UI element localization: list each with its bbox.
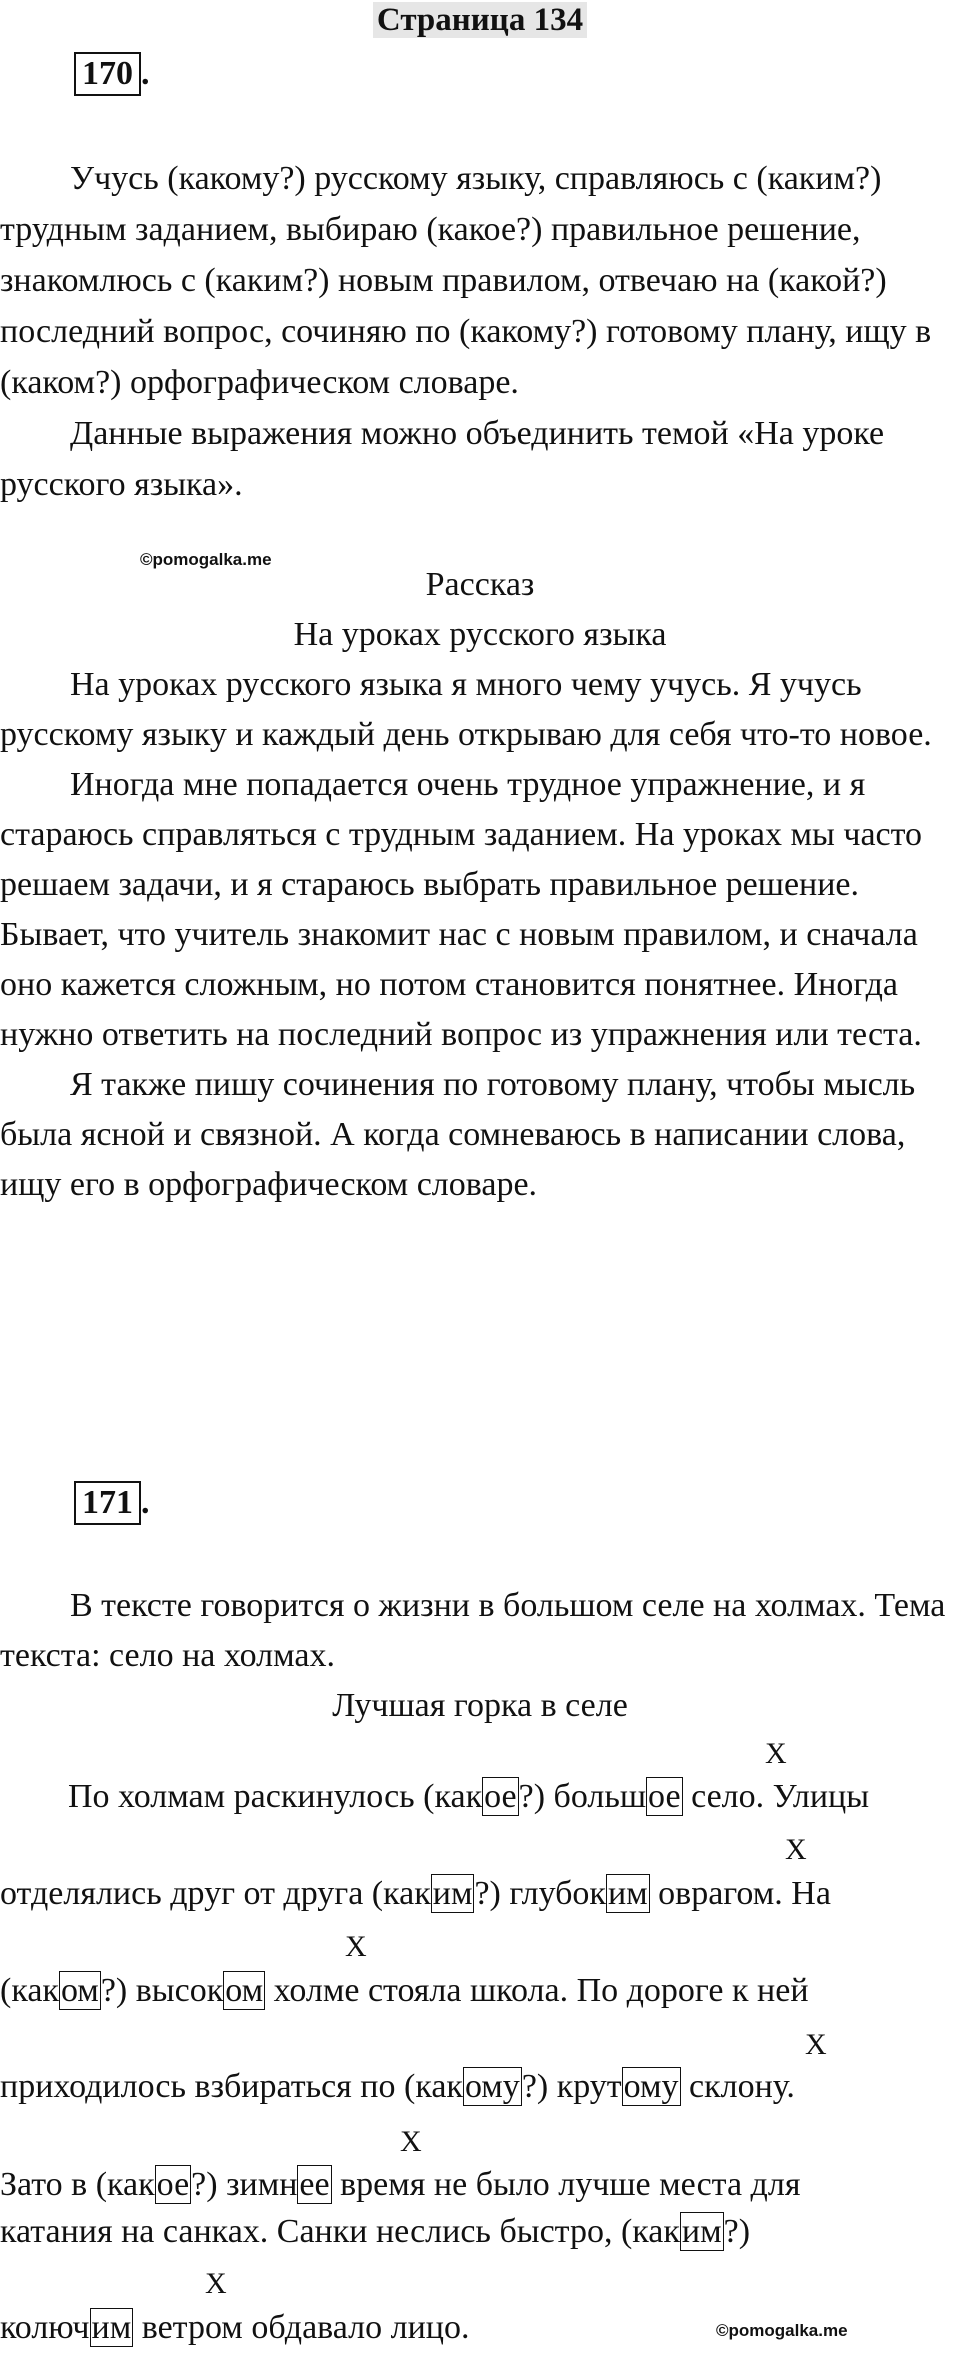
paragraph: Данные выражения можно объединить темой «На уроке русского языка». (0, 415, 885, 503)
text-segment: катания на санках. Санки неслись быстро, (как (0, 2213, 680, 2250)
paragraph: На уроках русского языка я много чему учусь. Я учусь русскому языку и каждый день открываю для себя что-то новое. (0, 666, 932, 753)
text-segment: ?) глубок (474, 1875, 606, 1912)
text-segment: холме стояла школа. По дороге к ней (265, 1972, 809, 2009)
watermark: ©pomogalka.me (716, 2321, 848, 2340)
text-line (0, 2068, 795, 2106)
text-line (0, 2166, 800, 2204)
paragraph: В тексте говорится о жизни в большом селе на холмах. Тема текста: село на холмах. (0, 1587, 946, 1674)
word-ending-box: им (681, 2213, 722, 2250)
text-line (68, 1778, 869, 1816)
text-segment: село. Улицы (682, 1778, 870, 1815)
paragraph: Учусь (какому?) русскому языку, справляюсь с (каким?) трудным заданием, выбираю (какое?) правильное решение, знакомлюсь с (каким?) новым правилом, отвечаю на (какой?) последний вопрос, сочиняю по (какому?) готовому плану, ищу в (каком?) орфографическом словаре. (0, 160, 932, 401)
text-line (0, 2309, 469, 2347)
text-segment: ?) зимн (191, 2166, 298, 2203)
exercise-171-text (0, 1581, 960, 1731)
word-ending-box: ому (464, 2068, 520, 2105)
text-segment: ?) (723, 2213, 751, 2250)
watermark: ©pomogalka.me (140, 550, 272, 569)
exercise-170-number: 170 . (74, 52, 150, 96)
text-line (0, 2213, 750, 2251)
exercise-number-box: 171 (74, 1481, 141, 1525)
page-header (0, 2, 960, 39)
x-mark: X (785, 1833, 807, 1866)
word-ending-box: ому (623, 2068, 679, 2105)
text-segment: ?) высок (100, 1972, 224, 2009)
text-segment: ветром обдавало лицо. (133, 2309, 470, 2346)
text-segment: По холмам раскинулось (как (68, 1778, 483, 1815)
word-ending-box: ом (60, 1972, 99, 2009)
exercise-171-number: 171 . (74, 1481, 150, 1525)
story-170 (0, 560, 960, 1210)
x-mark: X (765, 1737, 787, 1770)
text-segment: приходилось взбираться по (как (0, 2068, 463, 2105)
story-genre: Рассказ (425, 566, 535, 603)
word-ending-box: ом (225, 1972, 264, 2009)
exercise-170-text (0, 153, 960, 510)
paragraph: Я также пишу сочинения по готовому плану, чтобы мысль была ясной и связной. А когда сомневаюсь в написании слова, ищу его в орфографическом словаре. (0, 1066, 916, 1203)
story-title: На уроках русского языка (293, 616, 667, 653)
text-line (0, 1972, 809, 2010)
paragraph: Иногда мне попадается очень трудное упражнение, и я стараюсь справляться с трудным заданием. На уроках мы часто решаем задачи, и я стараюсь выбрать правильное решение. Бывает, что учитель знакомит нас с новым правилом, и сначала оно кажется сложным, но потом становится понятнее. Иногда нужно ответить на последний вопрос из упражнения или теста. (0, 766, 923, 1053)
word-ending-box: им (432, 1875, 473, 1912)
page-title: Страница 134 (373, 2, 587, 38)
text-segment: склону. (680, 2068, 795, 2105)
text-title: Лучшая горка в селе (332, 1687, 628, 1724)
word-ending-box: ое (156, 2166, 190, 2203)
text-segment: (как (0, 1972, 59, 2009)
text-line (0, 1875, 831, 1913)
text-segment: отделялись друг от друга (как (0, 1875, 431, 1912)
text-segment: Зато в (как (0, 2166, 155, 2203)
x-mark: X (345, 1930, 367, 1963)
text-segment: оврагом. На (649, 1875, 831, 1912)
text-segment: ?) крут (521, 2068, 622, 2105)
x-mark: X (805, 2028, 827, 2061)
word-ending-box: им (607, 1875, 648, 1912)
text-segment: ?) больш (518, 1778, 647, 1815)
x-mark: X (205, 2267, 227, 2300)
text-segment: колюч (0, 2309, 90, 2346)
exercise-number-box: 170 (74, 52, 141, 96)
word-ending-box: ее (299, 2166, 330, 2203)
word-ending-box: ое (648, 1778, 681, 1815)
text-segment: время не было лучше места для (331, 2166, 801, 2203)
word-ending-box: ое (484, 1778, 517, 1815)
x-mark: X (400, 2125, 422, 2158)
word-ending-box: им (91, 2309, 132, 2346)
